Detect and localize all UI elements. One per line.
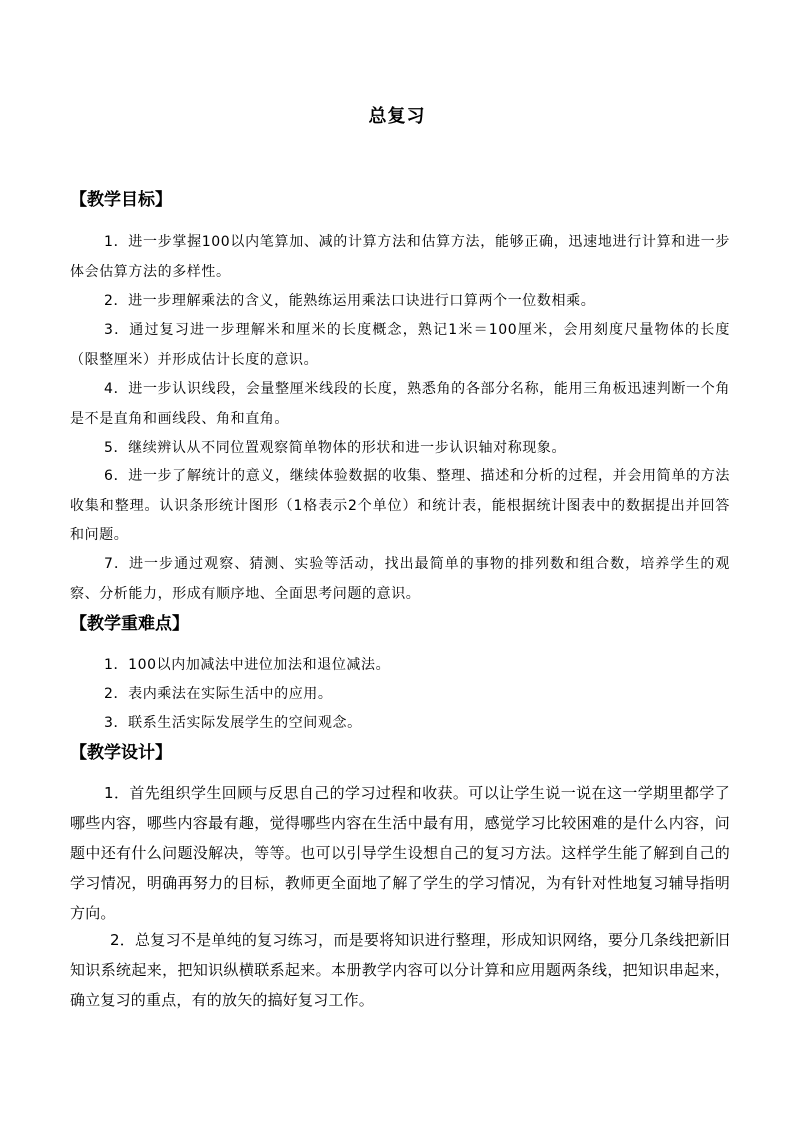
design-item-2: 2．总复习不是单纯的复习练习，而是要将知识进行整理，形成知识网络，要分几条线把新旧知识系统起来，把知识纵横联系起来。本册教学内容可以分计算和应用题两条线，把知识串起来，确立复习的重点，有的放矢的搞好复习工作。: [70, 931, 730, 1009]
goal-item-5: 5．继续辨认从不同位置观察简单物体的形状和进一步认识轴对称现象。: [104, 440, 567, 456]
goal-item-2: 2．进一步理解乘法的含义，能熟练运用乘法口诀进行口算两个一位数相乘。: [104, 293, 596, 309]
heading-teaching-design: 【教学设计】: [70, 743, 172, 763]
goal-item-3: 3．通过复习进一步理解米和厘米的长度概念，熟记1米＝100厘米，会用刻度尺量物体的长度（限整厘米）并形成估计长度的意识。: [70, 322, 730, 368]
design-item-1: 1．首先组织学生回顾与反思自己的学习过程和收获。可以让学生说一说在这一学期里都学了哪些内容，哪些内容最有趣，觉得哪些内容在生活中最有用，感觉学习比较困难的是什么内容，问题中还有什么问题没解决，等等。也可以引导学生设想自己的复习方法。这样学生能了解到自己的学习情况，明确再努力的目标，教师更全面地了解了学生的学习情况，为有针对性地复习辅导指明方向。: [70, 784, 730, 922]
heading-key-points: 【教学重难点】: [70, 614, 189, 634]
key-point-item-2: 2．表内乘法在实际生活中的应用。: [104, 686, 333, 702]
goal-item-4: 4．进一步认识线段，会量整厘米线段的长度，熟悉角的各部分名称，能用三角板迅速判断一个角是不是直角和画线段、角和直角。: [70, 381, 730, 427]
page-title: 总复习: [368, 106, 426, 127]
key-point-item-1: 1．100以内加减法中进位加法和退位减法。: [104, 657, 391, 673]
goal-item-6: 6．进一步了解统计的意义，继续体验数据的收集、整理、描述和分析的过程，并会用简单的方法收集和整理。认识条形统计图形（1格表示2个单位）和统计表，能根据统计图表中的数据提出并回答和问题。: [70, 468, 730, 543]
goal-item-1: 1．进一步掌握100以内笔算加、减的计算方法和估算方法，能够正确，迅速地进行计算和进一步体会估算方法的多样性。: [70, 234, 730, 280]
goal-item-7: 7．进一步通过观察、猜测、实验等活动，找出最简单的事物的排列数和组合数，培养学生的观察、分析能力，形成有顺序地、全面思考问题的意识。: [70, 556, 730, 602]
key-point-item-3: 3．联系生活实际发展学生的空间观念。: [104, 715, 362, 731]
heading-teaching-goals: 【教学目标】: [70, 190, 172, 210]
